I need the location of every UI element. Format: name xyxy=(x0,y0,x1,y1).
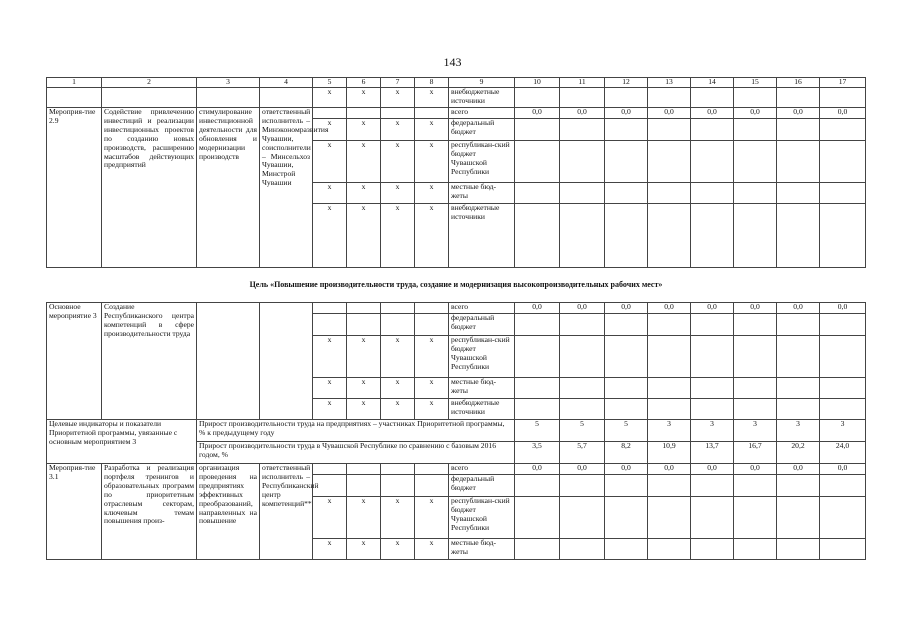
table-row: x x x x республикан-ский бюджет Чувашской Республики xyxy=(47,336,866,378)
table-row: x x x x республикан-ский бюджет Чувашской Республики xyxy=(47,141,866,183)
indicator-row: Прирост производительности труда в Чувашской Республике по сравнению с базовым 2016 годом, % 3,5 5,7 8,2 10,9 13,7 16,7 20,2 24,0 xyxy=(47,442,866,464)
table-row: x x x x федеральный бюджет xyxy=(47,119,866,141)
table-row: Основное мероприятие 3 Создание Республиканского центра компетенций в сфере производительности труда всего 0,0 0,0 0,0 0,0 0,0 0,0 0,0 0,0 xyxy=(47,303,866,314)
goal-heading: Цель «Повышение производительности труда, создание и модернизация высокопроизводительных рабочих мест» xyxy=(47,268,866,303)
table-row: федеральный бюджет xyxy=(47,475,866,497)
table-row: x x x x местные бюд-жеты xyxy=(47,378,866,399)
table-row: x x x x внебюджетные источники xyxy=(47,88,866,108)
table-row: Мероприя-тие 3.1 Разработка и реализация портфеля тренингов и образовательных программ по приоритетным отраслевым секторам, ключевым темам повышения произ- организация проведения на предприятиях эффективных преобразований, направленных на повышение ответственный исполнитель – Республиканский центр компетенций** всего 0,0 0,0 0,0 0,0 0,0 0,0 0,0 0,0 xyxy=(47,464,866,475)
table-row: x x x x местные бюд-жеты xyxy=(47,183,866,204)
budget-table xyxy=(46,77,866,560)
table-row: x x x x внебюджетные источники xyxy=(47,204,866,268)
table-row: федеральный бюджет xyxy=(47,314,866,336)
header-row: 1 2 3 4 5 6 7 8 9 10 11 12 13 14 15 16 17 xyxy=(47,78,866,88)
indicator-row: Целевые индикаторы и показатели Приоритетной программы, увязанные с основным мероприятием 3 Прирост производительности труда на предприятиях – участниках Приоритетной программы, % к предыдущему году 5 5 5 3 3 3 3 3 xyxy=(47,420,866,442)
table-row: x x x x местные бюд-жеты xyxy=(47,539,866,560)
table-row: x x x x внебюджетные источники xyxy=(47,399,866,420)
page-number: 143 xyxy=(443,55,462,69)
table-row: Мероприя-тие 2.9 Содействие привлечению инвестиций и реализации инвестиционных проектов по созданию новых производств, расширению масштабов действующих предприятий стимулирование инвестиционной деятельности для обновления и модернизации производств ответственный исполнитель – Минэкономразвития Чувашии, соисполнители – Минсельхоз Чувашии, Минстрой Чувашии всего 0,0 0,0 0,0 0,0 0,0 0,0 0,0 0,0 xyxy=(47,108,866,119)
table-row: x x x x республикан-ский бюджет Чувашской Республики xyxy=(47,497,866,539)
